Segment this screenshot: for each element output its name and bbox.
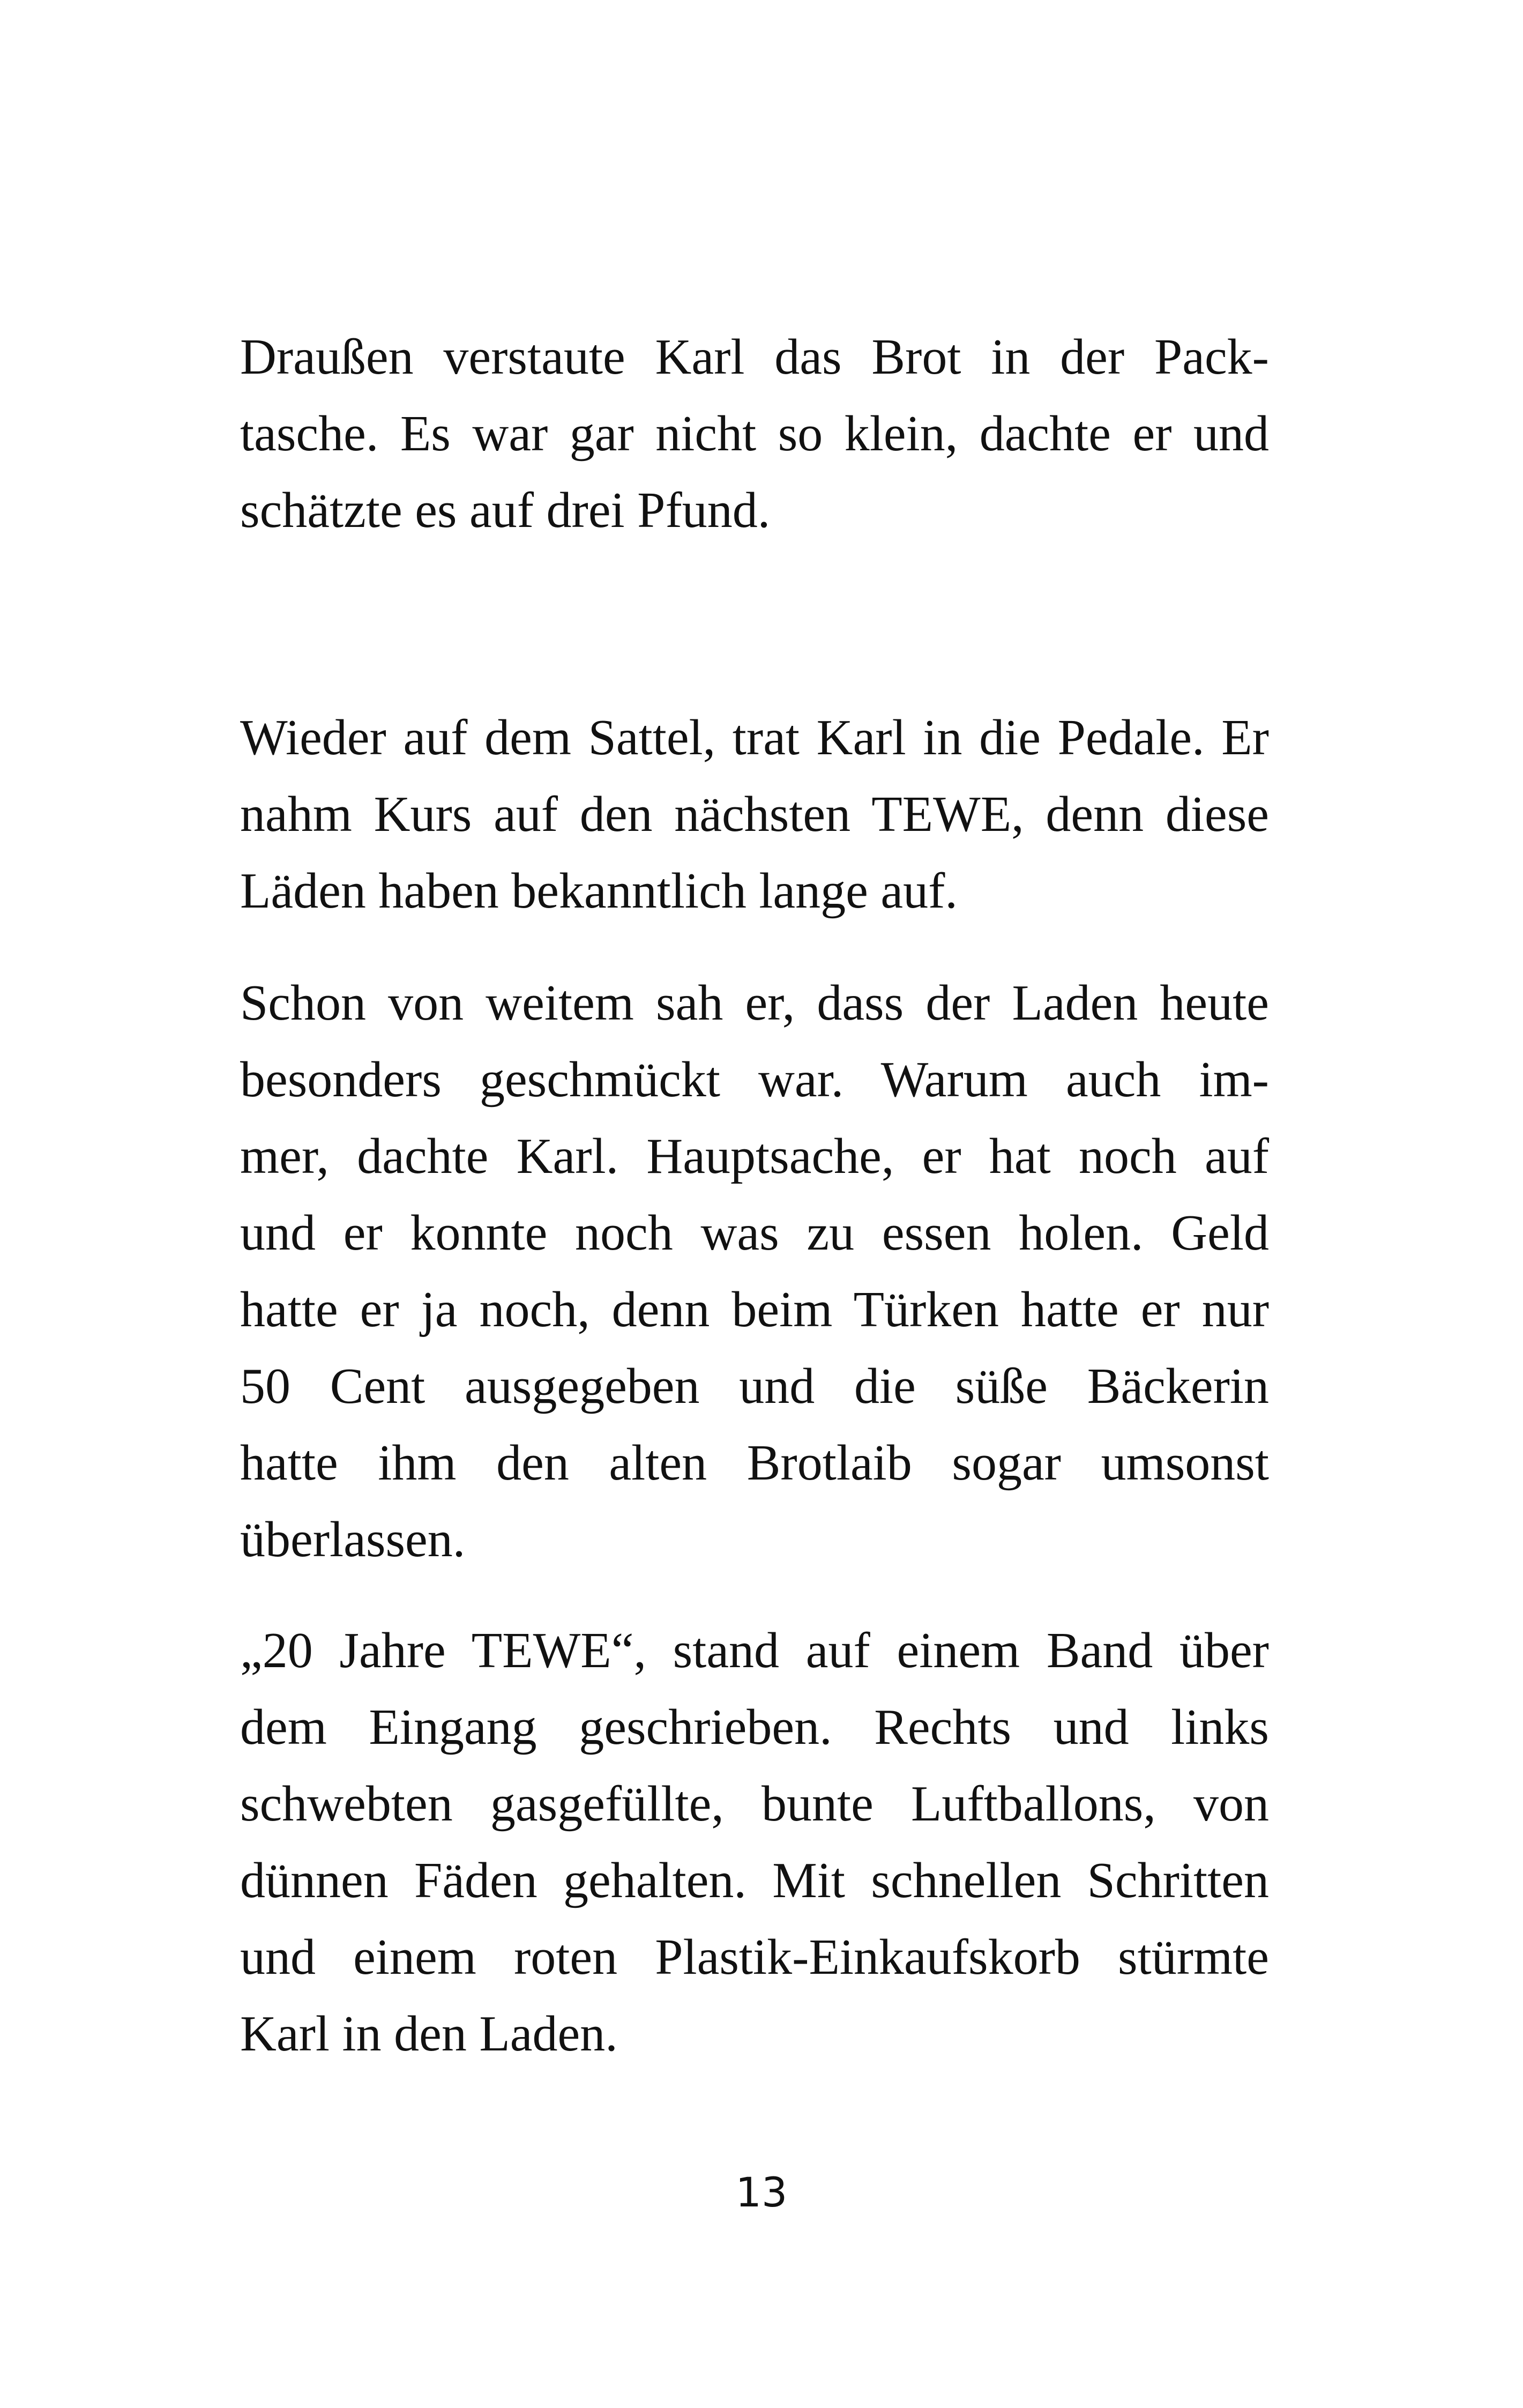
text-line: Karl in den Laden. [240, 2006, 618, 2062]
page-number: 13 [735, 2168, 788, 2216]
paragraph-2 [240, 700, 1269, 930]
text-line: tasche. Es war gar nicht so klein, dachte er und [240, 406, 1269, 462]
text-line: nahm Kurs auf den nächsten TEWE, denn diese [240, 786, 1269, 842]
text-line: und er konnte noch was zu essen holen. Geld [240, 1205, 1269, 1261]
text-line: dem Eingang geschrieben. Rechts und links [240, 1699, 1269, 1755]
text-line: mer, dachte Karl. Hauptsache, er hat noch auf [240, 1128, 1269, 1184]
text-line: Läden haben bekanntlich lange auf. [240, 863, 958, 919]
text-line: schätzte es auf drei Pfund. [240, 482, 771, 538]
text-line: Wieder auf dem Sattel, trat Karl in die Pedale. Er [240, 710, 1269, 765]
text-line: „20 Jahre TEWE“, stand auf einem Band über [240, 1623, 1269, 1678]
paragraph-4 [240, 1612, 1269, 2072]
text-line: 50 Cent ausgegeben und die süße Bäckerin [240, 1358, 1269, 1414]
paragraph-1 [240, 319, 1269, 549]
paragraph-3 [240, 965, 1269, 1578]
text-line: hatte ihm den alten Brotlaib sogar umsonst [240, 1435, 1269, 1491]
text-line: und einem roten Plastik-Einkaufskorb stürmte [240, 1929, 1269, 1985]
text-line: überlassen. [240, 1512, 466, 1567]
text-line: schwebten gasgefüllte, bunte Luftballons, von [240, 1776, 1269, 1832]
text-line: hatte er ja noch, denn beim Türken hatte er nur [240, 1282, 1269, 1337]
text-line: dünnen Fäden gehalten. Mit schnellen Schritten [240, 1853, 1269, 1908]
text-line: Schon von weitem sah er, dass der Laden heute [240, 975, 1269, 1031]
text-line: besonders geschmückt war. Warum auch im- [240, 1052, 1269, 1108]
text-line: Draußen verstaute Karl das Brot in der Pack- [240, 329, 1269, 385]
